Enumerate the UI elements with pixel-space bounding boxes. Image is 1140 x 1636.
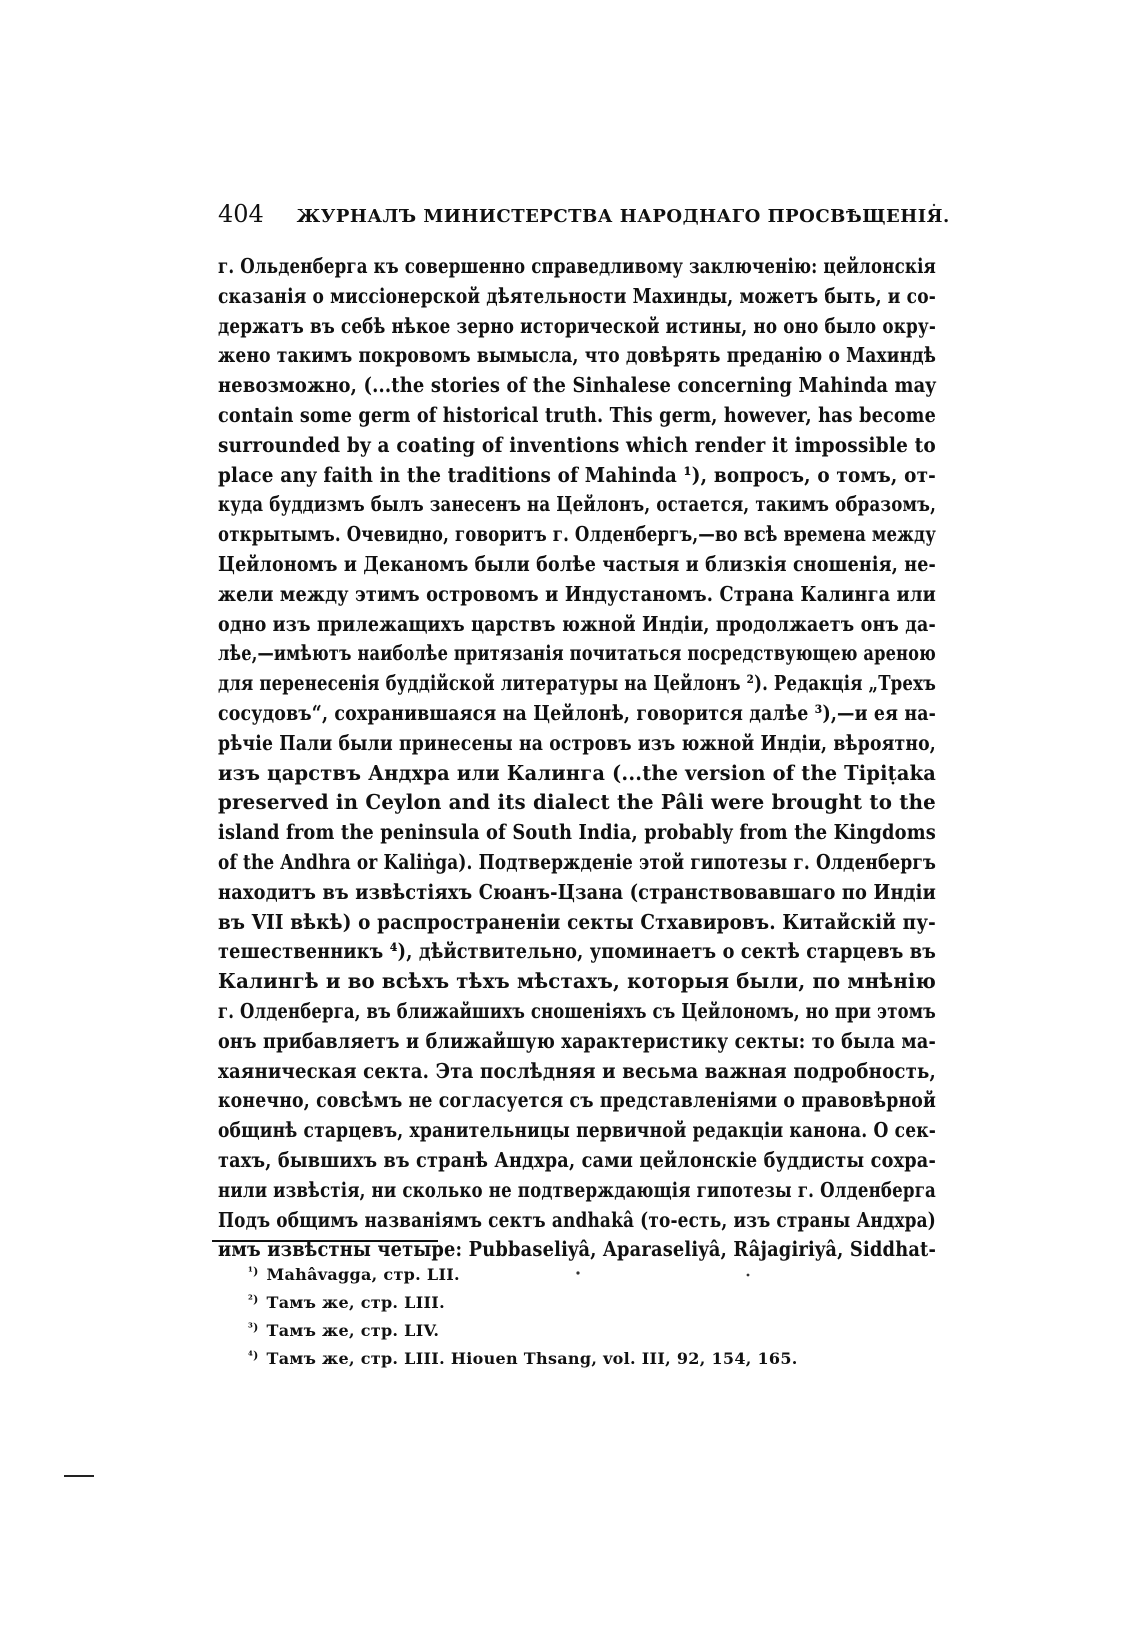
running-title: ЖУРНАЛЪ МИНИСТЕРСТВА НАРОДНАГО ПРОСВѢЩЕНІЯ. — [296, 206, 950, 227]
text-line: жено такимъ покровомъ вымысла, что довѣрять преданію о Махиндѣ — [218, 343, 937, 368]
text-line: Цейлономъ и Деканомъ были болѣе частыя и близкія сношенія, не- — [218, 551, 937, 576]
text-line: рѣчіе Пали были принесены на островъ изъ южной Индіи, вѣроятно, — [218, 730, 936, 755]
text-line: surrounded by a coating of inventions which render it impossible to — [218, 432, 936, 457]
text-line: одно изъ прилежащихъ царствъ южной Индіи, продолжаетъ онъ да- — [218, 611, 936, 636]
footnote-mark: ³) — [248, 1321, 259, 1334]
footnote — [248, 1342, 848, 1370]
text-line: contain some germ of historical truth. This germ, however, has become — [218, 402, 936, 427]
margin-mark — [64, 1475, 94, 1477]
text-line: г. Ольденберга къ совершенно справедливому заключенію: цейлонскія — [218, 254, 937, 278]
running-head — [218, 200, 950, 228]
text-line: невозможно, (...the stories of the Sinhalese concerning Mahinda may — [218, 373, 936, 398]
footnote-text: Тамъ же, стр. LIV. — [266, 1321, 440, 1340]
footnote-text: Тамъ же, стр. LIII. Hiouen Thsang, vol. III, 92, 154, 165. — [266, 1349, 798, 1368]
page-number: 404 — [218, 200, 264, 228]
text-line: г. Олденберга, въ ближайшихъ сношеніяхъ съ Цейлономъ, но при этомъ — [218, 998, 936, 1023]
text-line: открытымъ. Очевидно, говоритъ г. Олденбергъ,—во всѣ времена между — [218, 522, 937, 547]
footnote — [248, 1258, 848, 1286]
text-line: лѣе,—имѣютъ наиболѣе притязанія почитаться посредствующею ареною — [218, 641, 936, 666]
text-line: Подъ общимъ названіямъ сектъ andhakâ (то-есть, изъ страны Андхра) — [218, 1207, 937, 1232]
text-line: of the Andhra or Kaliṅga). Подтвержденіе этой гипотезы г. Олденбергъ — [218, 849, 937, 874]
text-line: находитъ въ извѣстіяхъ Сюанъ-Цзана (странствовавшаго по Индіи — [218, 879, 936, 904]
text-line: тахъ, бывшихъ въ странѣ Андхра, сами цейлонскіе буддисты сохра- — [218, 1147, 936, 1172]
text-line: изъ царствъ Андхра или Калинга (...the version of the Tipiṭaka — [218, 760, 936, 785]
text-line: Калингѣ и во всѣхъ тѣхъ мѣстахъ, которыя были, по мнѣнію — [218, 969, 936, 994]
text-line: place any faith in the traditions of Mahinda ¹), вопросъ, о томъ, от- — [218, 462, 936, 487]
text-line: хаяническая секта. Эта послѣдняя и весьма важная подробность, — [218, 1058, 936, 1083]
text-line: тешественникъ ⁴), дѣйствительно, упоминаетъ о сектѣ старцевъ въ — [218, 939, 936, 964]
text-line: куда буддизмъ былъ занесенъ на Цейлонъ, остается, такимъ образомъ, — [218, 492, 937, 517]
text-line: общинѣ старцевъ, хранительницы первичной редакціи канона. О сек- — [218, 1118, 937, 1143]
text-line: въ VII вѣкѣ) о распространеніи секты Стхавировъ. Китайскій пу- — [218, 909, 936, 934]
footnote — [248, 1314, 848, 1342]
text-line: жели между этимъ островомъ и Индустаномъ. Страна Калинга или — [218, 581, 937, 606]
body-text — [218, 252, 936, 1265]
footnote-mark: ²) — [248, 1293, 259, 1306]
footnote — [248, 1286, 848, 1314]
footnote-text: Тамъ же, стр. LIII. — [266, 1293, 445, 1312]
footnote-text: Mahâvagga, стр. LII. — [266, 1265, 460, 1284]
text-line: держатъ въ себѣ нѣкое зерно исторической истины, но оно было окру- — [218, 313, 936, 338]
text-line: сосудовъ“, сохранившаяся на Цейлонѣ, говорится далѣе ³),—и ея на- — [218, 700, 937, 725]
text-line: онъ прибавляетъ и ближайшую характеристику секты: то была ма- — [218, 1028, 936, 1053]
text-line: preserved in Ceylon and its dialect the Pâli were brought to the — [218, 790, 937, 815]
text-line: нили извѣстія, ни сколько не подтверждающія гипотезы г. Олденберга — [218, 1177, 936, 1202]
footnote-mark: ¹) — [248, 1265, 259, 1278]
text-line: конечно, совсѣмъ не согласуется съ представленіями о правовѣрной — [218, 1088, 937, 1113]
text-line: для перенесенія буддійской литературы на Цейлонъ ²). Редакція „Трехъ — [218, 671, 936, 696]
footnote-rule — [212, 1240, 438, 1242]
footnotes — [248, 1258, 848, 1370]
text-line: имъ извѣстны четыре: Pubbaseliyâ, Aparaseliyâ, Râjagiriyâ, Siddhat- — [218, 1237, 937, 1262]
text-line: island from the peninsula of South India, probably from the Kingdoms — [218, 820, 936, 845]
footnote-mark: ⁴) — [248, 1349, 259, 1362]
text-line: сказанія о миссіонерской дѣятельности Махинды, можетъ быть, и со- — [218, 283, 936, 308]
